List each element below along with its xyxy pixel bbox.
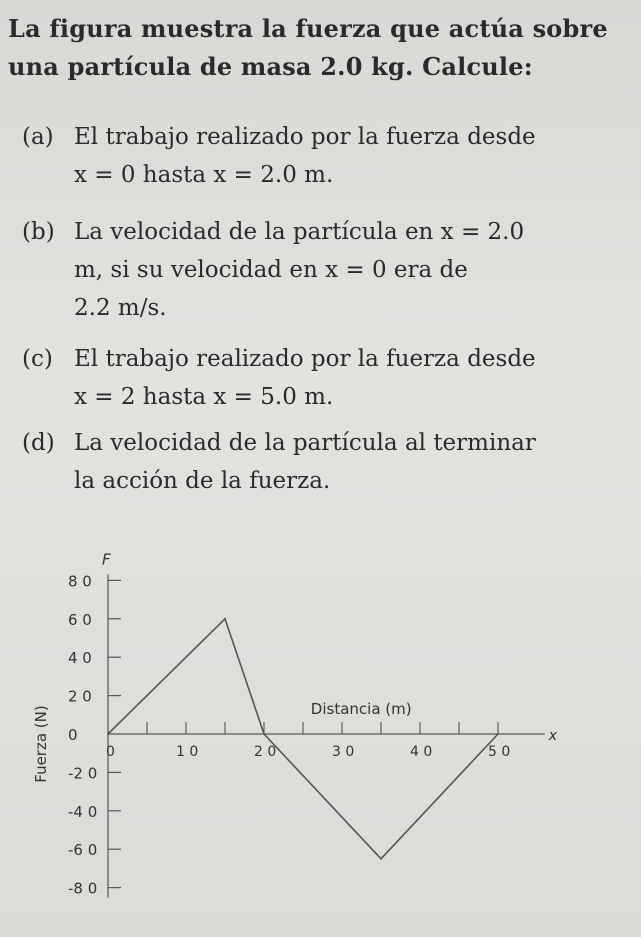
question-line: La velocidad de la partícula en x = 2.0: [74, 219, 525, 245]
intro-line-2: una partícula de masa 2.0 kg. Calcule:: [8, 52, 533, 81]
y-tick-label: 6 0: [68, 610, 92, 629]
y-tick-label: 8 0: [68, 572, 92, 591]
data-point: [107, 733, 109, 735]
question-label: (a): [22, 124, 54, 150]
question-line: x = 0 hasta x = 2.0 m.: [74, 162, 334, 188]
x-axis-symbol: x: [548, 728, 558, 744]
y-tick-label: -6 0: [68, 841, 98, 860]
question-line: la acción de la fuerza.: [74, 468, 331, 494]
x-tick-label: 3 0: [332, 744, 355, 760]
y-tick-label: 2 0: [68, 687, 92, 706]
x-axis-label: Distancia (m): [310, 700, 412, 718]
force-distance-chart: [0, 530, 641, 937]
question-line: x = 2 hasta x = 5.0 m.: [74, 384, 334, 410]
data-point: [497, 733, 499, 735]
data-point: [263, 733, 265, 735]
x-tick-label: 5 0: [488, 744, 511, 760]
question-line: 2.2 m/s.: [74, 295, 167, 321]
question-line: La velocidad de la partícula al terminar: [74, 430, 536, 456]
y-tick-label: -2 0: [68, 764, 98, 783]
question-label: (c): [22, 346, 53, 372]
question-line: El trabajo realizado por la fuerza desde: [74, 346, 536, 372]
data-point: [224, 618, 226, 620]
y-tick-label: -8 0: [68, 879, 98, 898]
question-line: El trabajo realizado por la fuerza desde: [74, 124, 536, 150]
x-tick-label: 0: [106, 744, 115, 760]
question-label: (b): [22, 219, 55, 245]
y-tick-label: 0: [68, 726, 78, 744]
x-tick-label: 1 0: [176, 744, 199, 760]
y-tick-label: -4 0: [68, 802, 98, 821]
y-axis-symbol: F: [102, 550, 111, 569]
x-tick-label: 2 0: [254, 744, 277, 760]
force-line: [108, 619, 498, 859]
y-tick-label: 4 0: [68, 649, 92, 668]
x-tick-label: 4 0: [410, 744, 433, 760]
question-line: m, si su velocidad en x = 0 era de: [74, 257, 468, 283]
y-axis-label: Fuerza (N): [32, 705, 50, 783]
problem-statement: [8, 10, 608, 86]
intro-line-1: La figura muestra la fuerza que actúa sobre: [8, 14, 608, 43]
data-point: [380, 858, 382, 860]
question-label: (d): [22, 430, 55, 456]
